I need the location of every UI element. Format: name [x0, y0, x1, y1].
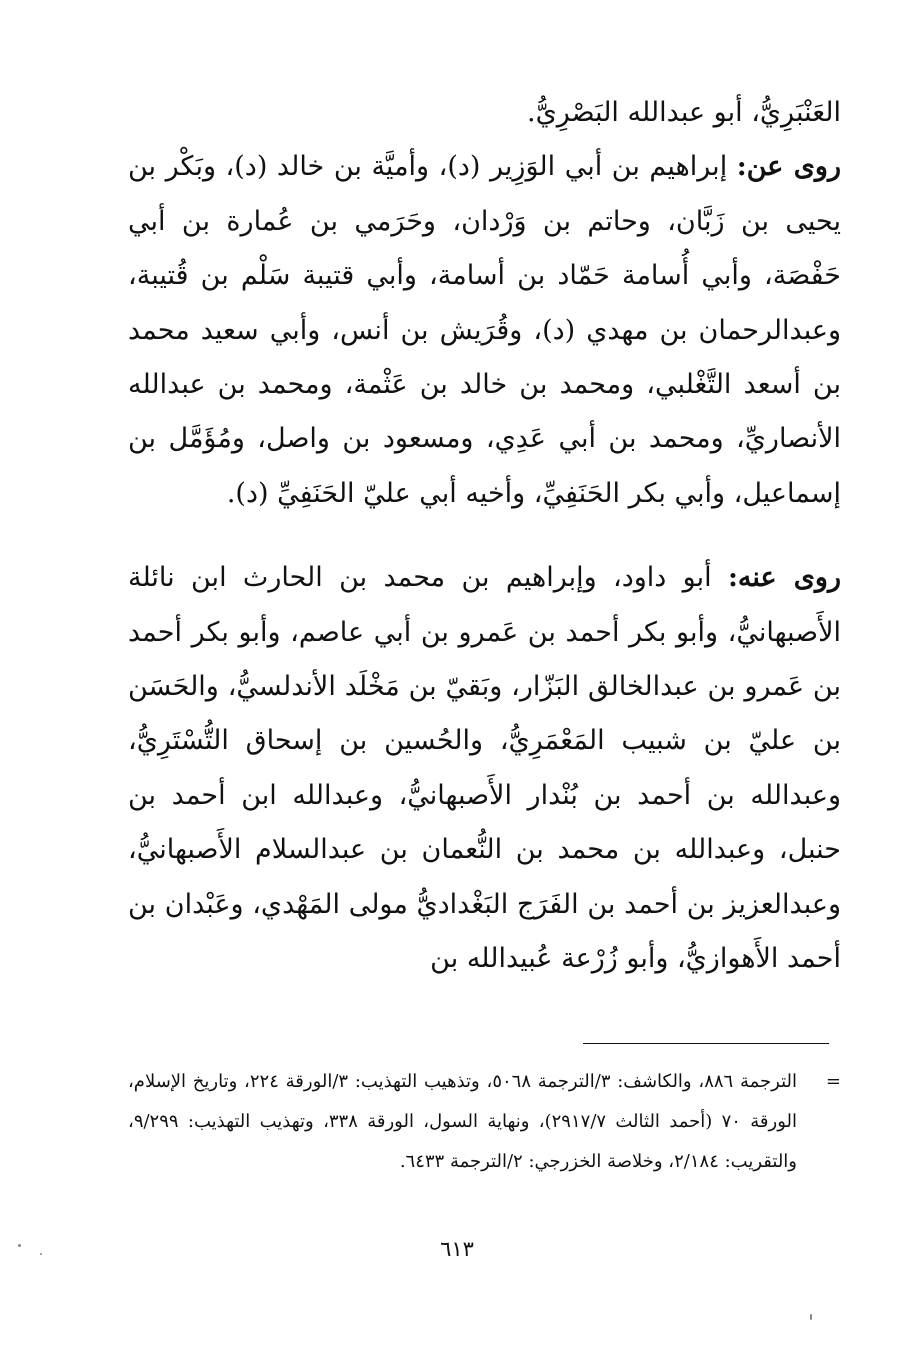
footnote-divider — [583, 1043, 829, 1044]
narrated-by-paragraph — [128, 551, 841, 986]
footnotes — [128, 1062, 841, 1182]
intro-line: العَنْبَرِيُّ، أبو عبدالله البَصْرِيُّ. — [527, 97, 841, 128]
scan-speck — [810, 1314, 812, 1320]
main-text — [128, 86, 841, 987]
narrated-from-text: إبراهيم بن أبي الوَزِير (د)، وأميَّة بن خالد (د)، وبَكْر بن يحيى بن زَبَّان، وحاتم بن وَرْدان، وحَرَمي بن عُمارة بن أبي حَفْصَة، وأبي أُسامة حَمّاد بن أسامة، وأبي قتيبة سَلْم بن قُتيبة، وعبدالرحمان بن مهدي (د)، وقُرَيش بن أنس، وأبي سعيد محمد بن أسعد التَّغْلبي، ومحمد بن خالد بن عَثْمة، ومحمد بن عبدالله الأنصاريِّ، ومحمد بن أبي عَدِي، ومسعود بن واصل، ومُؤَمَّل بن إسماعيل، وأبي بكر الحَنَفِيِّ، وأخيه أبي عليّ الحَنَفِيِّ (د). — [128, 151, 841, 509]
narrated-from-label: روى عن: — [736, 151, 841, 183]
narrated-by-label: روى عنه: — [727, 562, 841, 594]
narrated-by-text: أبو داود، وإبراهيم بن محمد بن الحارث ابن نائلة الأَصبهانيُّ، وأبو بكر أحمد بن عَمرو بن أبي عاصم، وأبو بكر أحمد بن عَمرو بن عبدالخالق البَزّار، وبَقيّ بن مَخْلَد الأندلسيُّ، والحَسَن بن عليّ بن شبيب المَعْمَرِيُّ، والحُسين بن إسحاق التُّسْتَرِيُّ، وعبدالله بن أحمد بن بُنْدار الأَصبهانيُّ، وعبدالله ابن أحمد بن حنبل، وعبدالله بن محمد بن النُّعمان بن عبدالسلام الأَصبهانيُّ، وعبدالعزيز بن أحمد بن الفَرَج البَغْداديُّ مولى المَهْدي، وعَبْدان بن أحمد الأَهوازيُّ، وأبو زُرْعة عُبيدالله بن — [128, 562, 841, 975]
narrated-from-paragraph — [128, 140, 841, 521]
footnote-continuation-marker: = — [825, 1071, 841, 1092]
scan-speck — [40, 1253, 42, 1255]
scan-speck — [18, 1244, 21, 1247]
page-number: ٦١٣ — [440, 1237, 474, 1261]
footnote-text: الترجمة ٨٨٦، والكاشف: ٣/الترجمة ٥٠٦٨، وتذهيب التهذيب: ٣/الورقة ٢٢٤، وتاريخ الإسلام، الورقة ٧٠ (أحمد الثالث ٢٩١٧/٧)، ونهاية السول، الورقة ٣٣٨، وتهذيب التهذيب: ٩/٢٩٩، والتقريب: ٢/١٨٤، وخلاصة الخزرجي: ٢/الترجمة ٦٤٣٣. — [128, 1071, 797, 1172]
